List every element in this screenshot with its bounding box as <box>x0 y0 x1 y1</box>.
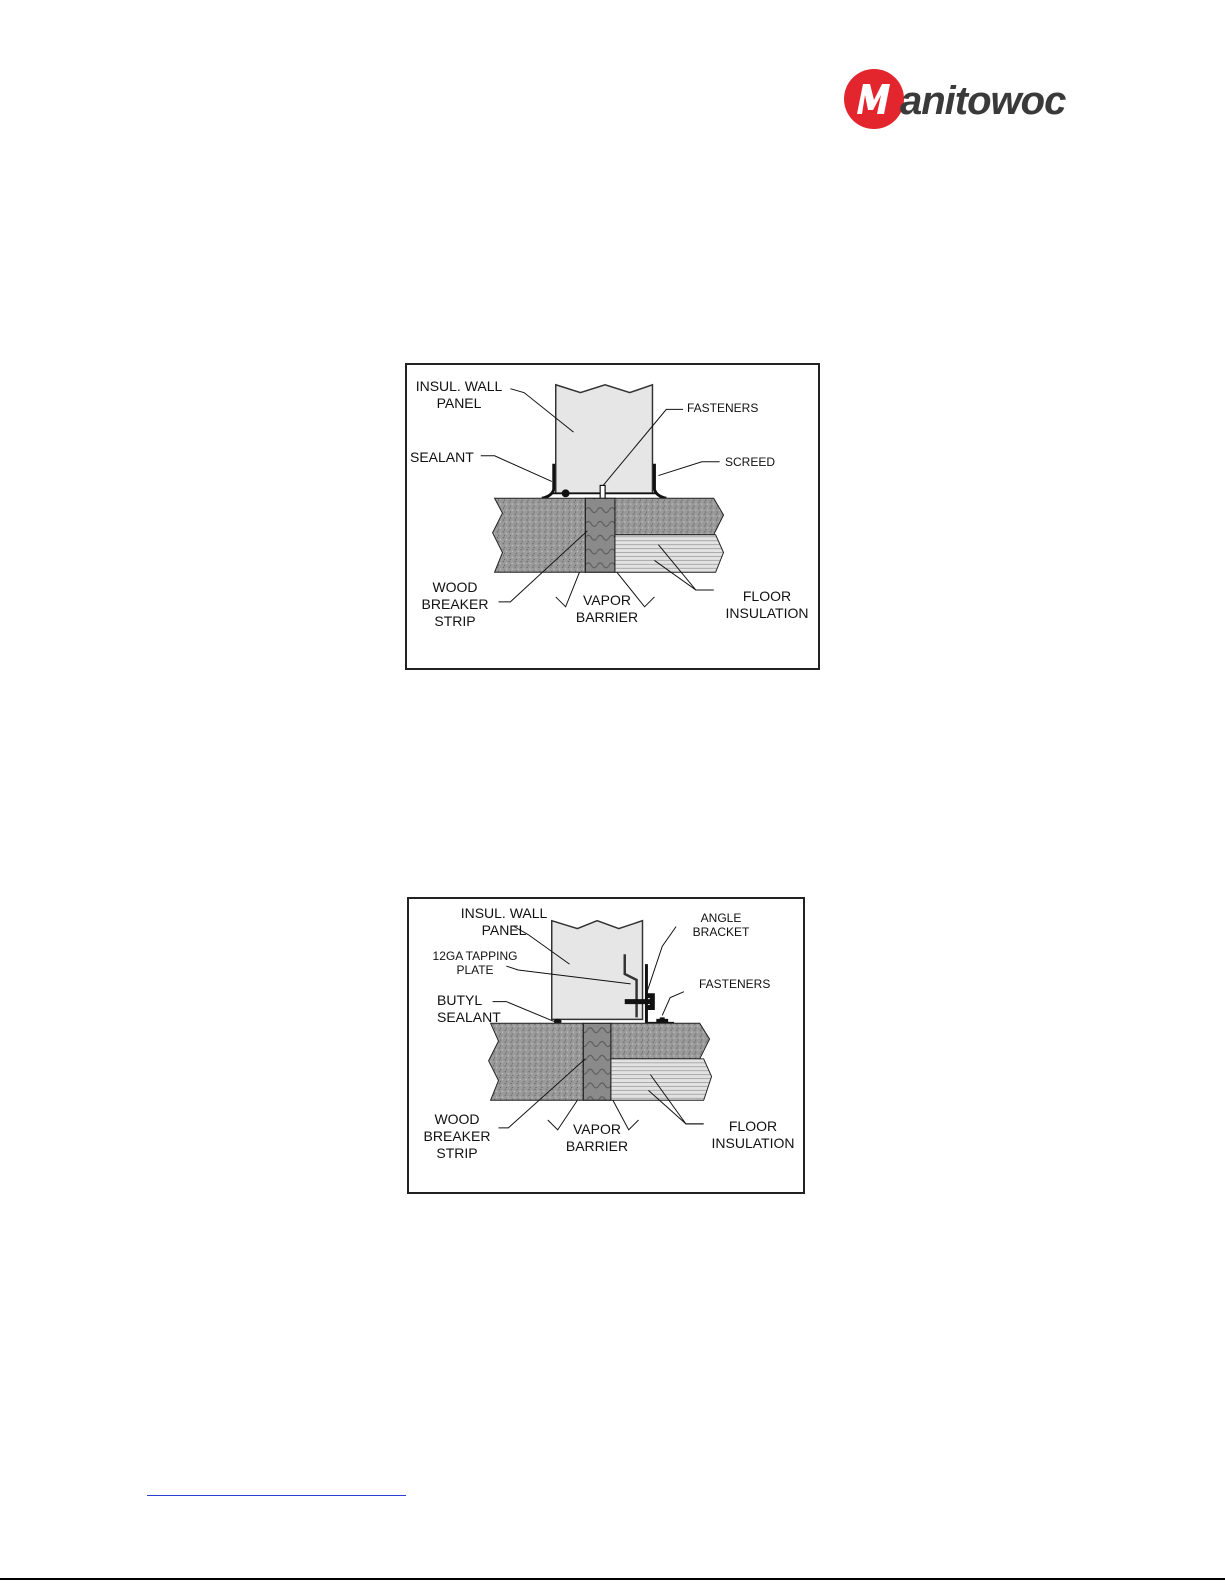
label-angle-bracket: ANGLE BRACKET <box>692 911 750 940</box>
figure-screed-detail <box>405 363 820 670</box>
floor-insulation <box>611 1059 712 1100</box>
label-floor-insulation: FLOOR INSULATION <box>725 588 809 621</box>
floor-slab-right <box>611 1023 710 1059</box>
figure-angle-bracket-detail <box>407 897 805 1194</box>
sealant-bead <box>562 489 570 497</box>
wood-breaker-strip <box>583 1023 611 1100</box>
label-wood-breaker-strip: WOOD BREAKER STRIP <box>421 579 489 629</box>
label-butyl-sealant: BUTYL SEALANT <box>437 992 501 1025</box>
label-12ga-tapping-plate: 12GA TAPPING PLATE <box>432 949 518 978</box>
label-fasteners: FASTENERS <box>687 401 759 415</box>
floor-slab-right <box>615 498 724 535</box>
label-sealant: SEALANT <box>410 449 474 465</box>
floor-slab-left <box>493 498 586 572</box>
label-vapor-barrier: VAPOR BARRIER <box>575 592 639 625</box>
label-screed: SCREED <box>725 455 776 469</box>
wall-panel <box>556 385 653 494</box>
floor-slab-left <box>489 1023 584 1100</box>
wall-panel <box>552 921 643 1020</box>
floor-insulation <box>615 535 724 573</box>
footer-hyperlink-underline[interactable] <box>147 1495 406 1496</box>
footer-rule <box>0 1578 1225 1580</box>
label-floor-insulation: FLOOR INSULATION <box>711 1118 795 1151</box>
label-vapor-barrier: VAPOR BARRIER <box>565 1121 629 1154</box>
wood-breaker-strip <box>585 498 615 572</box>
label-insul-wall-panel: INSUL. WALL PANEL <box>460 905 548 938</box>
manitowoc-logo <box>844 68 1080 130</box>
label-fasteners: FASTENERS <box>699 977 771 991</box>
svg-text:anitowoc: anitowoc <box>900 79 1066 123</box>
label-insul-wall-panel: INSUL. WALL PANEL <box>415 378 503 411</box>
label-wood-breaker-strip: WOOD BREAKER STRIP <box>423 1111 491 1161</box>
